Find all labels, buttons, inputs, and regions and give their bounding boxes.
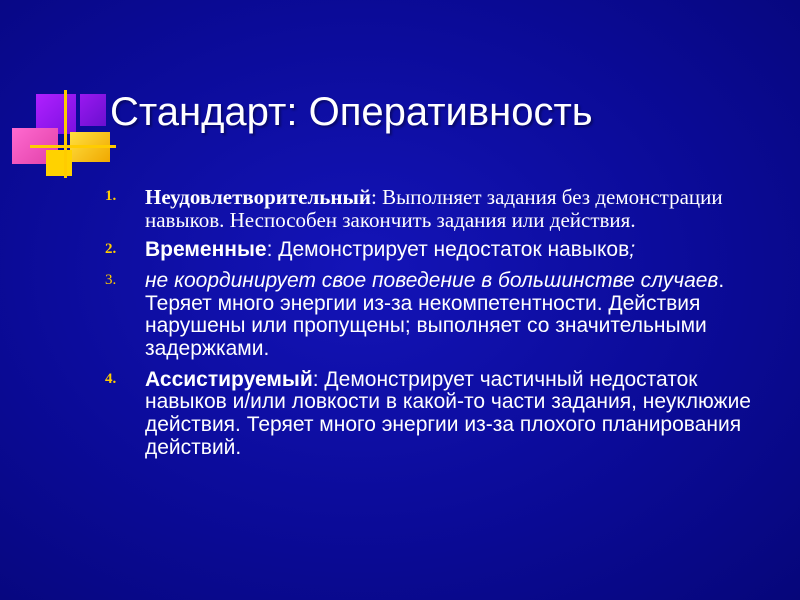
- item-italic-text: не координирует свое поведение в большинстве случаев: [145, 269, 719, 293]
- purple-square-shape: [80, 94, 106, 126]
- list-item: [105, 270, 785, 361]
- list-item: [105, 239, 785, 262]
- yellow-square-shape: [46, 150, 72, 176]
- item-text: . Теряет много энергии из-за некомпетентности. Действия нарушены или пропущены; выполняет со значительными задержками.: [145, 269, 725, 361]
- item-text: : Демонстрирует недостаток навыков: [266, 238, 630, 262]
- item-term: Неудовлетворительный: [145, 185, 371, 209]
- list-number: 1.: [105, 188, 117, 204]
- item-term: Временные: [145, 238, 267, 262]
- yellow-vertical-line: [64, 90, 67, 178]
- list-item: [105, 369, 785, 460]
- slide-title: Стандарт: Оперативность: [110, 90, 593, 134]
- yellow-horizontal-line: [30, 145, 116, 148]
- criteria-list: [105, 186, 785, 467]
- list-item: [105, 186, 785, 231]
- item-text: : Выполняет задания без демонстрации навыков. Неспособен закончить задания или действия.: [145, 185, 723, 232]
- list-number: 4.: [105, 370, 117, 387]
- list-number: 3.: [105, 272, 117, 289]
- item-text: : Демонстрирует частичный недостаток навыков и/или ловкости в какой-то части задания, неуклюжие действия. Теряет много энергии из-за плохого планирования действий.: [145, 367, 751, 459]
- item-term: Ассистируемый: [145, 367, 313, 391]
- list-number: 2.: [105, 241, 117, 258]
- item-tail: ;: [629, 238, 636, 262]
